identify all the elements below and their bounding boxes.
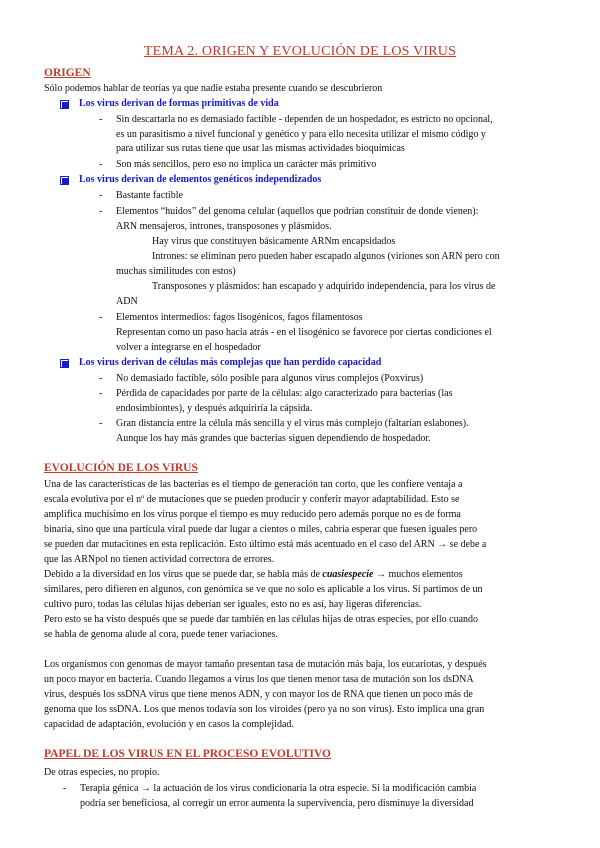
text-line: Pero esto se ha visto después que se puede dar también en las células hijas de otras especies, por ello cuando <box>44 614 479 625</box>
bullet-celulas-complejas: Los virus derivan de células más complejas que han perdido capacidad <box>79 357 382 368</box>
text-line: ADN <box>116 296 138 307</box>
text-line: volver a integrarse en el hospedador <box>116 342 261 353</box>
text-line: similares, pero difieren en algunos, con genómica se ve que no solo es aplicable a los virus. Si partimos de un <box>44 584 483 595</box>
bullet-elementos-geneticos: Los virus derivan de elementos genéticos independizados <box>79 174 322 185</box>
text-line: virus, después los ssDNA virus que tiene menos ADN, y con mayor los de RNA que tienen un poco más de <box>44 689 473 700</box>
text-line: para utilizar sus rutas tiene que usar las mismas actividades bioquímicas <box>116 143 405 154</box>
text-line: es un parasitismo a nivel funcional y genético y para ello necesita utilizar el mismo código y <box>116 129 486 140</box>
text-span: → muchos elementos <box>373 569 463 580</box>
text-line: Hay virus que constituyen básicamente ARNm encapsidados <box>152 236 396 247</box>
text-line: muchas similitudes con estos) <box>116 266 236 277</box>
text-line: Representan como un paso hacia atrás - en el lisogénico se favorece por ciertas condiciones el <box>116 327 492 338</box>
text-line: Elementos intermedios: fagos lisogénicos, fagos filamentosos <box>116 312 363 323</box>
text-line: endosimbiontes), y después adquiriría la cápsida. <box>116 403 313 414</box>
origen-intro: Sólo podemos hablar de teorías ya que nadie estaba presente cuando se descubrieron <box>44 83 383 94</box>
text-line: escala evolutiva por el nº de mutaciones que se pueden producir y conferir mayor adaptabilidad. Esto se <box>44 494 460 505</box>
dash: - <box>99 418 103 429</box>
text-line: se pueden dar mutaciones en esta replicación. Esto último está más acentuado en el caso del ARN → se debe a <box>44 539 487 550</box>
text-line: genoma que los ssDNA. Los que menos todavía son los viroides (pero ya no son virus). Esto implica una gran <box>44 704 485 715</box>
text-line: se habla de genoma alude al cora, puede tener variaciones. <box>44 629 279 640</box>
dash: - <box>99 312 103 323</box>
text-line: que las ARNpol no tienen actividad correctora de errores. <box>44 554 275 565</box>
text-line: Intrones: se eliminan pero pueden haber escapado algunos (viriones son ARN pero con <box>152 251 500 262</box>
text-line: Son más sencillos, pero eso no implica un carácter más primitivo <box>116 159 377 170</box>
text-line: capacidad de adaptación, evolución y en casos la complejidad. <box>44 719 294 730</box>
square-bullet-icon <box>60 359 69 368</box>
dash: - <box>63 783 67 794</box>
text-line: No demasiado factible, sólo posible para algunos virus complejos (Poxvirus) <box>116 373 424 384</box>
dash: - <box>99 190 103 201</box>
square-bullet-icon <box>60 176 69 185</box>
text-line <box>44 569 463 581</box>
text-line: un poco mayor en bacteria. Cuando llegamos a virus los que tienen menor tasa de mutación son los dsDNA <box>44 674 474 685</box>
text-span: Debido a la diversidad en los virus que se puede dar, se habla más de <box>44 569 323 580</box>
page-title: TEMA 2. ORIGEN Y EVOLUCIÓN DE LOS VIRUS <box>143 44 457 59</box>
heading-origen: ORIGEN <box>44 67 91 79</box>
text-line: Gran distancia entre la célula más sencilla y el virus más complejo (faltarían eslabones). <box>116 418 469 429</box>
heading-papel: PAPEL DE LOS VIRUS EN EL PROCESO EVOLUTIVO <box>44 748 332 760</box>
text-line: cultivo puro, todas las células hijas deberían ser iguales, esto no es así, hay ligeras diferencias. <box>44 599 422 610</box>
term-cuasiespecie: cuasiespecie <box>322 569 374 580</box>
dash: - <box>99 388 103 399</box>
text-line: Transposones y plásmidos: han escapado y adquirido independencia, para los virus de <box>152 281 496 292</box>
square-bullet-icon <box>60 100 69 109</box>
text-line: ARN mensajeros, intrones, transposones y plásmidos. <box>116 221 332 232</box>
text-line: Elementos “huidos” del genoma celular (aquellos que podrían constituir de donde vienen): <box>116 206 479 217</box>
dash: - <box>99 159 103 170</box>
text-line: Los organismos con genomas de mayor tamaño presentan tasa de mutación más baja, los eucariotas, y después <box>44 659 487 670</box>
text-line: Terapia génica → la actuación de los virus condicionaría la otra especie. Si la modificación cambia <box>80 783 477 794</box>
text-line: binaria, sino que una partícula viral puede dar lugar a cientos o miles, cabría esperar que fuesen iguales pero <box>44 524 478 535</box>
bullet-formas-primitivas: Los virus derivan de formas primitivas de vida <box>79 98 279 109</box>
dash: - <box>99 373 103 384</box>
text-line: De otras especies, no propio. <box>44 767 160 778</box>
text-line: amplifica muchísimo en los virus porque el tiempo es muy reducido pero además porque no es de forma <box>44 509 461 520</box>
heading-evolucion: EVOLUCIÓN DE LOS VIRUS <box>44 462 198 474</box>
text-line: Sin descartarla no es demasiado factible - dependen de un hospedador, es estricto no opcional, <box>116 114 493 125</box>
text-line: Bastante factible <box>116 190 183 201</box>
text-line: podría ser beneficiosa, al corregir un error aumenta la supervivencia, pero disminuye la diversidad <box>80 798 474 809</box>
text-line: Pérdida de capacidades por parte de la células: algo caracterizado para bacterias (las <box>116 388 453 399</box>
text-line: Aunque los hay más grandes que bacterias siguen dependiendo de hospedador. <box>116 433 431 444</box>
dash: - <box>99 206 103 217</box>
text-line: Una de las características de las bacterias es el tiempo de generación tan corto, que les confiere ventaja a <box>44 479 463 490</box>
dash: - <box>99 114 103 125</box>
